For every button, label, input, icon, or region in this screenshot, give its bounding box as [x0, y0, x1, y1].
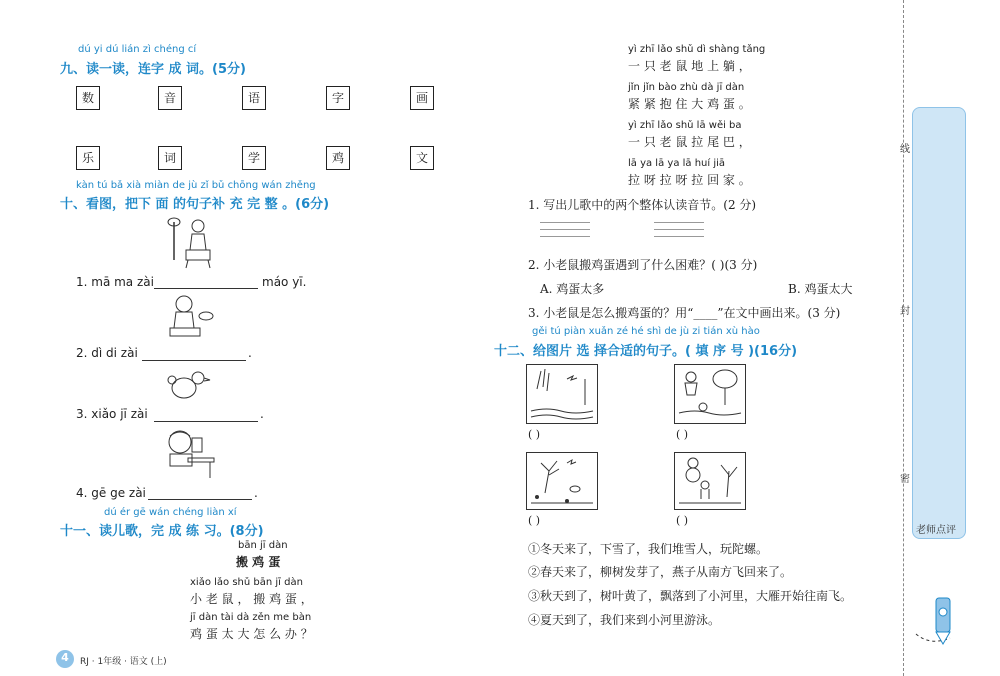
margin-char-feng: 封 [900, 306, 910, 317]
answer-paren-4[interactable]: ( ) [676, 514, 689, 527]
margin-char-mi: 密 [900, 474, 910, 485]
section10-title: 十、看图，把下 面 的句子补 充 完 整 。(6分) [60, 197, 330, 212]
q11-2-option-a[interactable]: A. 鸡蛋太多 [540, 282, 605, 296]
answer-paren-2[interactable]: ( ) [676, 428, 689, 441]
char-box[interactable]: 学 [242, 146, 266, 170]
mom-knitting-illustration [166, 216, 216, 270]
option-4: ④夏天到了，我们来到小河里游泳。 [528, 613, 721, 627]
chick-illustration [164, 368, 214, 402]
q11-3: 3. 小老鼠是怎么搬鸡蛋的？用“____”在文中画出来。(3 分) [528, 306, 841, 320]
cut-line [903, 0, 904, 676]
q10-3-answer-line[interactable] [154, 421, 258, 422]
q10-4-answer-line[interactable] [148, 499, 252, 500]
section9-pinyin: dú yi dú lián zì chéng cí [78, 44, 197, 55]
q10-3-suffix: . [260, 407, 264, 421]
poem-line-1: 小 老 鼠 ， 搬 鸡 蛋 ， [190, 592, 313, 606]
poem-line-6: 拉 呀 拉 呀 拉 回 家 。 [628, 173, 751, 187]
q10-2-prefix: 2. dì di zài [76, 346, 138, 360]
q10-3-prefix: 3. xiǎo jī zài [76, 407, 148, 421]
section9-title: 九、读一读，连字 成 词。(5分) [60, 62, 246, 77]
answer-paren-3[interactable]: ( ) [528, 514, 541, 527]
page-number: 4 [61, 651, 69, 664]
char-box[interactable]: 字 [326, 86, 350, 110]
q10-2-suffix: . [248, 346, 252, 360]
option-1: ①冬天来了，下雪了，我们堆雪人，玩陀螺。 [528, 542, 769, 556]
autumn-scene-picture [526, 452, 598, 510]
char-box[interactable]: 画 [410, 86, 434, 110]
book-info: RJ · 1年级 · 语文 (上) [80, 657, 167, 667]
q10-1-prefix: 1. mā ma zài [76, 275, 154, 289]
char-box[interactable]: 音 [158, 86, 182, 110]
q10-4-suffix: . [254, 486, 258, 500]
poem-line-3-pinyin: yì zhī lǎo shǔ dì shàng tǎng [628, 44, 766, 55]
char-box[interactable]: 词 [158, 146, 182, 170]
poem-line-6-pinyin: lā ya lā ya lā huí jiā [628, 158, 726, 169]
char-box[interactable]: 文 [410, 146, 434, 170]
section11-pinyin: dú ér gē wán chéng liàn xí [104, 507, 237, 518]
poem-title: 搬 鸡 蛋 [236, 555, 281, 569]
boy-reading-illustration [162, 428, 218, 480]
q10-1-answer-line[interactable] [154, 288, 258, 289]
char-box[interactable]: 语 [242, 86, 266, 110]
option-2: ②春天来了，柳树发芽了，燕子从南方飞回来了。 [528, 565, 793, 579]
teacher-comment-card[interactable] [912, 107, 966, 539]
poem-line-2: 鸡 蛋 太 大 怎 么 办 ？ [190, 627, 313, 641]
section11-title: 十一、读儿歌，完 成 练 习。(8分) [60, 524, 264, 539]
section10-pinyin: kàn tú bǎ xià miàn de jù zǐ bǔ chōng wán zhěng [76, 180, 316, 191]
q10-1-suffix: máo yī. [262, 275, 307, 289]
pencil-mascot-icon [910, 590, 970, 650]
poem-line-2-pinyin: jī dàn tài dà zěn me bàn [190, 612, 312, 623]
winter-scene-picture [674, 452, 746, 510]
poem-line-1-pinyin: xiǎo lǎo shǔ bān jī dàn [190, 577, 303, 588]
poem-line-4: 紧 紧 抱 住 大 鸡 蛋 。 [628, 97, 751, 111]
section12-title: 十二、给图片 选 择合适的句子。( 填 序 号 )(16分) [494, 344, 798, 359]
q10-4-prefix: 4. gē ge zài [76, 486, 146, 500]
boy-eating-illustration [164, 294, 216, 340]
option-3: ③秋天到了，树叶黄了，飘落到了小河里，大雁开始往南飞。 [528, 589, 853, 603]
poem-title-pinyin: bān jī dàn [238, 540, 288, 551]
q11-1: 1. 写出儿歌中的两个整体认读音节。(2 分) [528, 198, 757, 212]
answer-paren-1[interactable]: ( ) [528, 428, 541, 441]
teacher-comment-label: 老师点评 [916, 525, 956, 536]
char-box[interactable]: 鸡 [326, 146, 350, 170]
poem-line-3: 一 只 老 鼠 地 上 躺 ， [628, 59, 751, 73]
poem-line-5: 一 只 老 鼠 拉 尾 巴 ， [628, 135, 751, 149]
char-box[interactable]: 乐 [76, 146, 100, 170]
q11-2-option-b[interactable]: B. 鸡蛋太大 [788, 282, 853, 296]
q10-2-answer-line[interactable] [142, 360, 246, 361]
char-box[interactable]: 数 [76, 86, 100, 110]
summer-scene-picture [674, 364, 746, 424]
poem-line-4-pinyin: jǐn jǐn bào zhù dà jī dàn [628, 82, 745, 93]
spring-scene-picture [526, 364, 598, 424]
q11-2: 2. 小老鼠搬鸡蛋遇到了什么困难？( )(3 分) [528, 258, 758, 272]
poem-line-5-pinyin: yì zhī lǎo shǔ lā wěi ba [628, 120, 742, 131]
margin-char-xian: 线 [900, 144, 910, 155]
section12-pinyin: gěi tú piàn xuǎn zé hé shì de jù zi tián xù hào [532, 326, 760, 337]
